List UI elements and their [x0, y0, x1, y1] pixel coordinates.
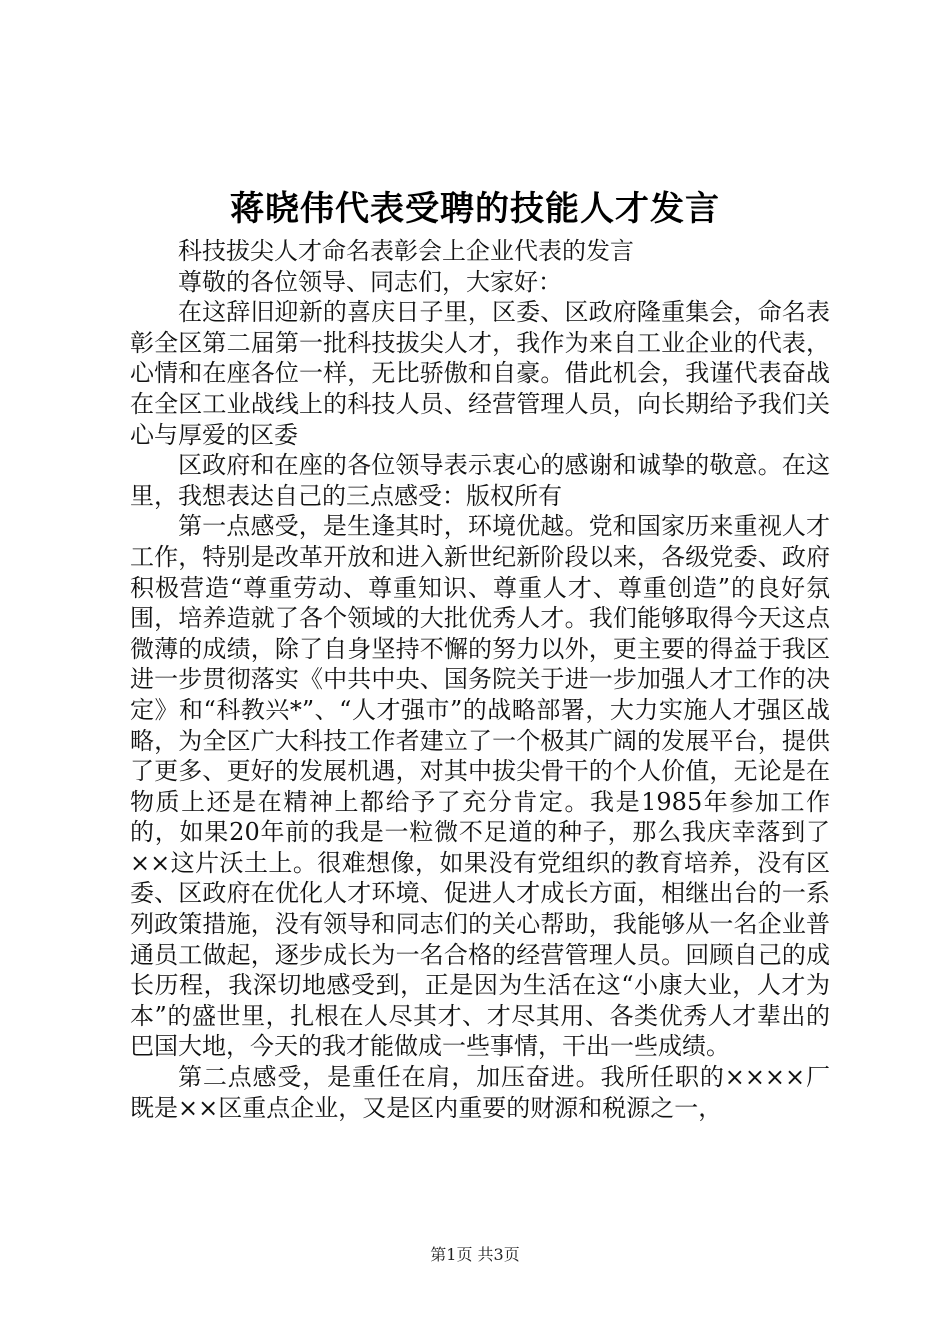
paragraph: 第一点感受，是生逢其时，环境优越。党和国家历来重视人才工作，特别是改革开放和进入新世纪新阶段以来，各级党委、政府积极营造“尊重劳动、尊重知识、尊重人才、尊重创造”的良好氛围，培养造就了各个领域的大批优秀人才。我们能够取得今天这点微薄的成绩，除了自身坚持不懈的努力以外，更主要的得益于我区进一步贯彻落实《中共中央、国务院关于进一步加强人才工作的决定》和“科教兴*”、“人才强市”的战略部署，大力实施人才强区战略，为全区广大科技工作者建立了一个极其广阔的发展平台，提供了更多、更好的发展机遇，对其中拔尖骨干的个人价值，无论是在物质上还是在精神上都给予了充分肯定。我是1985年参加工作的，如果20年前的我是一粒微不足道的种子，那么我庆幸落到了××这片沃土上。很难想像，如果没有党组织的教育培养，没有区委、区政府在优化人才环境、促进人才成长方面，相继出台的一系列政策措施，没有领导和同志们的关心帮助，我能够从一名企业普通员工做起，逐步成长为一名合格的经营管理人员。回顾自己的成长历程，我深切地感受到，正是因为生活在这“小康大业，人才为本”的盛世里，扎根在人尽其才、才尽其用、各类优秀人才辈出的巴国大地，今天的我才能做成一些事情，干出一些成绩。 — [130, 512, 830, 1061]
paragraph: 尊敬的各位领导、同志们，大家好： — [178, 267, 562, 296]
document-body — [130, 236, 830, 1123]
document-title: 蒋晓伟代表受聘的技能人才发言 — [230, 189, 720, 229]
paragraph: 区政府和在座的各位领导表示衷心的感谢和诚挚的敬意。在这里，我想表达自己的三点感受：版权所有 — [130, 451, 830, 510]
paragraph: 科技拔尖人才命名表彰会上企业代表的发言 — [178, 237, 634, 265]
page-footer: 第1页 共3页 — [430, 1245, 520, 1264]
paragraph: 在这辞旧迎新的喜庆日子里，区委、区政府隆重集会，命名表彰全区第二届第一批科技拔尖人才，我作为来自工业企业的代表，心情和在座各位一样，无比骄傲和自豪。借此机会，我谨代表奋战在全区工业战线上的科技人员、经营管理人员，向长期给予我们关心与厚爱的区委 — [130, 298, 830, 449]
paragraph: 第二点感受，是重任在肩，加压奋进。我所任职的××××厂既是××区重点企业，又是区内重要的财源和税源之一， — [130, 1063, 830, 1122]
